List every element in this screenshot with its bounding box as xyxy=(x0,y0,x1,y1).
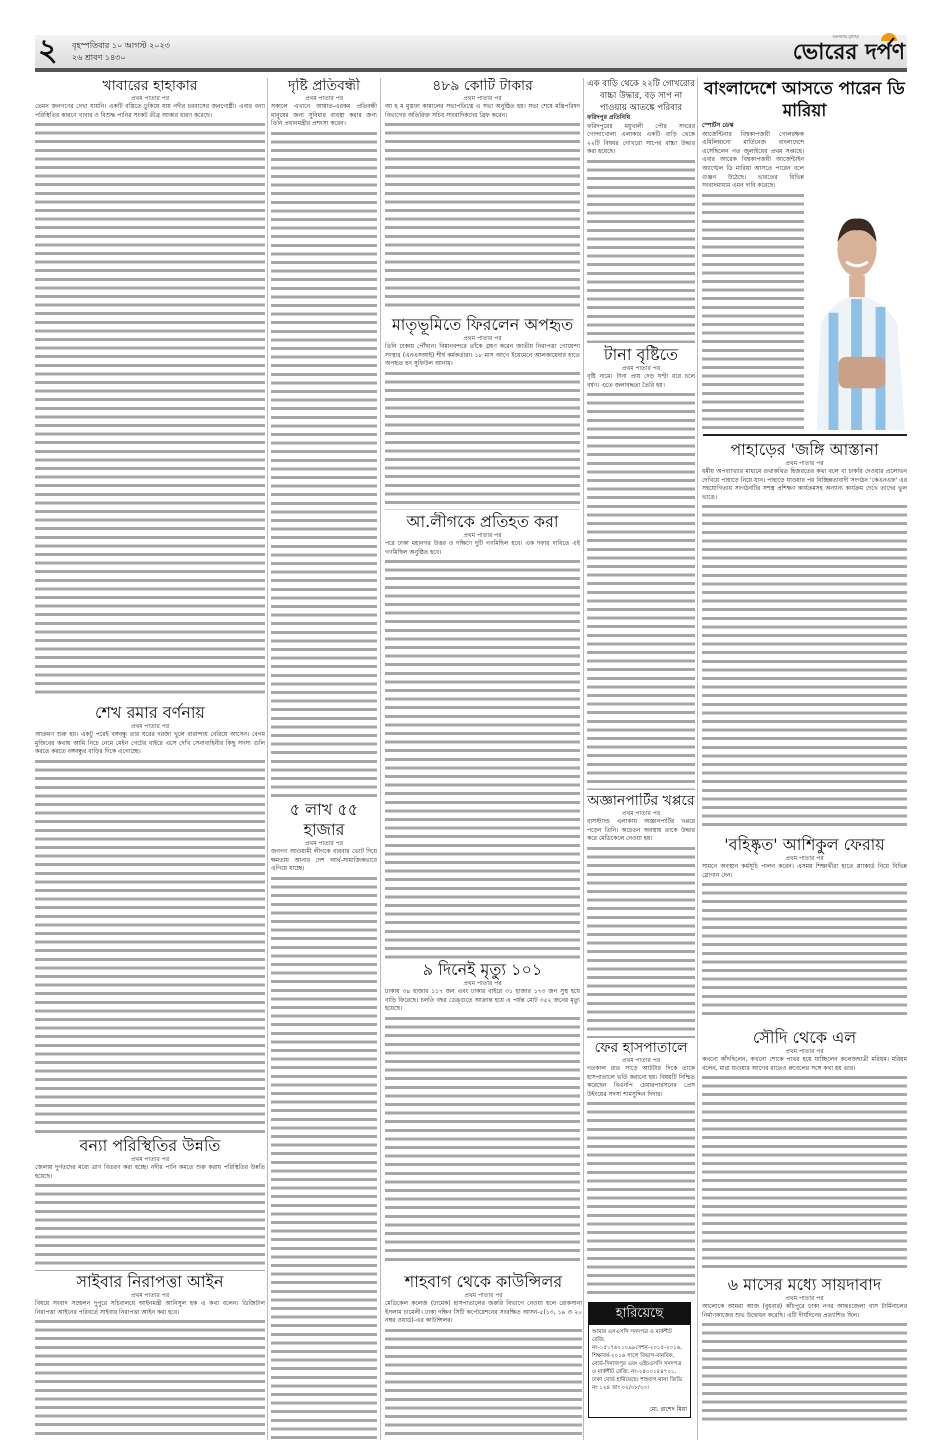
article-body: ধর্মীয় অপব্যাখ্যার মাধ্যমে তথাকথিত হিজরতের কথা বলে বা চাকরি দেওয়ার প্রলোভন দেখিয়ে পাহাড়ে নিয়ে যান। পাহাড়ে যাওয়ার পর বিচ্ছিন্নতাবাদী সংগঠন 'কেএনএফ' এর সহযোগিতায় সংগঠনটির সশস্ত্র প্রশিক্ষণ কার্যক্রমসহ অন্যান্য কার্যক্রম দেখে তাদের ভুল ভাঙে। xyxy=(702,468,907,501)
article-text-lines xyxy=(385,1015,580,1265)
continued-label: প্রথম পাতার পর xyxy=(785,1048,824,1055)
continued-label: প্রথম পাতার পর xyxy=(304,840,344,847)
column-divider xyxy=(697,78,698,1440)
article-koti[interactable] xyxy=(385,78,580,310)
continued-label: প্রথম পাতার পর xyxy=(785,1295,824,1302)
article-text-lines xyxy=(35,758,265,1133)
article-ajnan[interactable] xyxy=(587,793,695,1038)
headline: ৫ লাখ ৫৫ হাজার xyxy=(289,800,359,839)
article-text-lines xyxy=(702,1074,907,1273)
article-snake[interactable] xyxy=(587,78,695,343)
article-text-lines xyxy=(587,158,695,343)
date-line: বৃহস্পতিবার ১০ আগস্ট ২০২৩ xyxy=(72,41,170,50)
column-divider xyxy=(583,78,584,1440)
article-text-lines xyxy=(271,130,377,798)
column-divider xyxy=(380,78,381,1440)
continued-label: প্রথম পাতার পর xyxy=(463,532,502,539)
article-text-lines xyxy=(587,1100,695,1295)
article-text-lines xyxy=(385,121,580,310)
article-cyber[interactable] xyxy=(35,1272,265,1440)
headline: এক বাড়ি থেকে ২২টি গোখরোর বাচ্চা উদ্ধার, বড় সাপ না পাওয়ায় আতঙ্কে পরিবার xyxy=(587,79,695,113)
headline: ফের হাসপাতালে xyxy=(594,1040,688,1056)
continued-label: প্রথম পাতার পর xyxy=(463,980,502,987)
article-saudi[interactable] xyxy=(702,1028,907,1273)
article-text-lines xyxy=(385,558,580,962)
headline: ৪৮৯ কোটি টাকার xyxy=(432,78,533,94)
headline: 'বহিষ্কৃত' আশিকুল ফেরায় xyxy=(724,835,885,854)
article-drishti[interactable] xyxy=(271,78,377,798)
article-text-lines xyxy=(702,881,907,1015)
player-photo xyxy=(807,131,907,430)
article-text-lines xyxy=(385,370,580,510)
continued-label: প্রথম পাতার পর xyxy=(304,95,344,102)
article-dimaria[interactable] xyxy=(702,78,907,430)
article-lakh[interactable] xyxy=(271,800,377,1440)
article-text-lines xyxy=(587,391,695,790)
byline: স্পোর্টস ডেস্ক xyxy=(702,122,734,129)
article-body: আর্জেন্টিনার বিশ্বকাপজয়ী গোলরক্ষক এমিলিয়ানো মার্তিনেজ বাংলাদেশে এসেছিলেন গত জুলাইয়ের প্রথম সপ্তাহে। এবার আরেক বিশ্বকাপজয়ী আর্জেন্টাইন অ্যাঙ্খেল ডি মারিয়া আসতে পারেন বলে গুঞ্জন উঠেছে। ভারতের বিভিন্ন সংবাদমাধ্যম এমন দাবি করেছে। xyxy=(702,130,804,190)
article-shahbag[interactable] xyxy=(385,1272,582,1440)
headline: শাহবাগ থেকে কাউন্সিলর xyxy=(404,1272,563,1291)
headline: ৬ মাসের মধ্যে সায়দাবাদ xyxy=(727,1275,882,1294)
article-body: বিষয়ে সংবাদ সম্মেলন দুপুরে সচিবালয়ে আইনমন্ত্রী আনিসুল হক এ কথা বলেন। ডিজিটাল নিরাপত্তা আইনের পরিবর্তে সাইবার নিরাপত্তা আইন করা হবে। xyxy=(35,1300,265,1316)
article-text-lines xyxy=(587,845,695,1038)
continued-label: প্রথম পাতার পর xyxy=(130,1292,170,1299)
article-body: বৃষ্টি নামে। টানা প্রায় দেড় ঘণ্টা ধরে চলে বর্ষণ। এতে জলাবদ্ধতা তৈরি হয়। xyxy=(587,373,695,389)
lost-notice-body: আমার এসএসসি সনদপত্র ও মার্কশীট রেজি. নং-১৫১৭৬২১০৯৯সেশন-২০১৫-২০১৬, শিক্ষাবর্ষ-২০১৬ সালে বিভাগ-মানবিক, বোর্ড-দিনাজপুর এবং এইচএসসি সনদপত্র ও মার্কশীট রেজি. নং-২৪০০১৫৪৭০১, ঢাকা বোর্ড হারিয়েছে। শাহবাগ থানা জিডি নং ১২৪ তাং ০২/০৮/২৩। xyxy=(592,1329,683,1391)
article-text-lines xyxy=(35,1182,265,1271)
headline: বন্যা পরিস্থিতির উন্নতি xyxy=(79,1136,221,1155)
article-body: কখনো কাঁদছিলেন, কখনো শোকে পাথর হয়ে যাচ্ছিলেন কলেজছাত্রী মরিয়ম। মরিয়ম বলেন, মারা যাওয়ার আগের রাতেও রুবেলের সঙ্গে কথা হয় তার। xyxy=(702,1056,907,1072)
article-body: সামনে অবস্থান কর্মসূচি পালন করেন। এসময় শিক্ষার্থীরা হাতে প্ল্যাকার্ড নিয়ে বিভিন্ন স্লোগান দেন। xyxy=(702,863,907,879)
article-phera[interactable] xyxy=(587,1040,695,1295)
continued-label: প্রথম পাতার পর xyxy=(130,723,170,730)
article-bonna[interactable] xyxy=(35,1136,265,1271)
page-number: ২ xyxy=(38,33,58,68)
article-alig[interactable] xyxy=(385,512,580,962)
headline: টানা বৃষ্টিতে xyxy=(603,345,679,364)
article-body: বাসস্ট্যান্ড এলাকায় অজ্ঞানপার্টির খপ্পরে পড়েন তিনি। অচেতন অবস্থায় তাকে উদ্ধার করে মেডিকেলে নেওয়া হয়। xyxy=(587,818,695,843)
article-khabar[interactable] xyxy=(35,78,265,698)
article-body: জনগণ আওয়ামী লীগকে বারবার ভোট দিয়ে ক্ষমতায় আনার দেশ আর্থ-সামাজিকভাবে এগিয়ে যাচ্ছে। xyxy=(271,848,377,873)
headline: সৌদি থেকে এল xyxy=(752,1028,857,1047)
continued-label: প্রথম পাতার পর xyxy=(463,95,502,102)
headline: মাতৃভূমিতে ফিরলেন অপহৃত xyxy=(391,315,574,334)
article-body: আ হ ম মুস্তফা কামালের সভাপতিত্বে এ সভা অনুষ্ঠিত হয়। সভা শেষে মন্ত্রিপরিষদ বিভাগের অতিরিক্ত সচিব সাংবাদিকদের ব্রিফ করেন। xyxy=(385,103,580,119)
article-text-lines xyxy=(702,192,804,430)
article-pahar[interactable] xyxy=(702,440,907,832)
article-text-lines xyxy=(702,1321,907,1425)
date-block xyxy=(72,40,170,64)
article-ashikul[interactable] xyxy=(702,835,907,1015)
headline: অজ্ঞানপার্টির খপ্পরে xyxy=(587,793,695,809)
bangla-date-line: ২৬ শ্রাবণ ১৪৩০ xyxy=(72,53,126,62)
section-rule xyxy=(703,434,907,436)
article-body: গতকাল রাত সাড়ে আটটার দিকে তাকে হাসপাতালে ভর্তি করানো হয়। বিষয়টি নিশ্চিত করেছেন বিএনপি চেয়ারপারসনের প্রেস উইংয়ের সদস্য শামসুদ্দিন দিদার। xyxy=(587,1065,695,1098)
article-body: তেমন জনগণের দেখা যায়নি। একটি বস্তিতে ঢুকিয়ে যায় নদীর চরবাসের জনগোষ্ঠী। এবার বন্যা পরিস্থিতির কারণে খাবার ও বিশুদ্ধ পানির সংকট তীব্র আকার ধারণ করেছে। xyxy=(35,103,265,119)
article-nine[interactable] xyxy=(385,960,580,1265)
continued-label: প্রথম পাতার পর xyxy=(621,365,661,372)
article-body: আক্রমণ শুরু হয়। একটু পরেই বঙ্গবন্ধু তার ঘরের দরজা খুলে বারান্দায় বেরিয়ে আসেন। বেগম মুজিবের কথায় আমি নিচে নেমে মেইন গেটের বাইরে এসে দেখি সেনাবাহিনীর কিছু সদস্য গুলি করতে করতে বঙ্গবন্ধুর বাড়ির দিকে এগোচ্ছে। xyxy=(35,731,265,756)
article-rama[interactable] xyxy=(35,703,265,1133)
article-text-lines xyxy=(35,121,265,698)
article-body: মেডিকেল কলেজ (ঢামেক) হাসপাতালের জরুরি বিভাগে নেওয়া হলে রোকসানা ইসলাম চামেলী। ঢাকা দক্ষিণ সিটি কর্পোরেশনের সংরক্ষিত আসন-৫(১৩, ১৯ ও ২০ নম্বর ওয়ার্ড)-এর কাউন্সিলর। xyxy=(385,1300,582,1325)
continued-label: প্রথম পাতার পর xyxy=(464,1292,503,1299)
continued-label: প্রথম পাতার পর xyxy=(463,335,502,342)
headline: দৃষ্টি প্রতিবন্ধী xyxy=(287,78,361,94)
continued-label: প্রথম পাতার পর xyxy=(130,1156,170,1163)
headline: আ.লীগকে প্রতিহত করা xyxy=(406,512,559,531)
article-text-lines xyxy=(702,503,907,832)
column-divider xyxy=(267,78,268,1440)
headline: বাংলাদেশে আসতে পারেন ডি মারিয়া xyxy=(704,79,905,121)
continued-label: প্রথম পাতার পর xyxy=(621,810,661,817)
article-text-lines xyxy=(35,1318,265,1440)
headline: ৯ দিনেই মৃত্যু ১০১ xyxy=(422,960,543,979)
article-body: আলোকে আমরা আজ (বুধবার) কাঁচপুরে ঢাকা নগর আন্তঃজেলা বাস টার্মিনালের নির্মাণকাজের শুভ উদ্বোধন করেছি। এটি দীর্ঘদিনের প্রত্যাশিত ছিল। xyxy=(702,1303,907,1319)
headline: পাহাড়ের 'জঙ্গি আস্তানা xyxy=(730,440,879,459)
headline: সাইবার নিরাপত্তা আইন xyxy=(76,1272,224,1291)
lost-notice-signature: মো. রাশেদ মিয়া xyxy=(649,1406,687,1413)
continued-label: প্রথম পাতার পর xyxy=(785,460,824,467)
byline: ফরিদপুর প্রতিনিধি xyxy=(587,114,631,121)
continued-label: প্রথম পাতার পর xyxy=(785,855,824,862)
article-body: জেলায় দুর্গতদের মধ্যে ত্রাণ বিতরণ করা হচ্ছে। নদীর পানি কমতে শুরু করায় পরিস্থিতির উন্নতি হয়েছে। xyxy=(35,1164,265,1180)
article-matri[interactable] xyxy=(385,315,580,510)
article-body: তিনি ঢাকায় পৌঁছান। বিমানবন্দরে তাঁকে গ্রহণ করেন জাতীয় নিরাপত্তা গোয়েন্দা সংস্থার (এনএসআই) শীর্ষ কর্মকর্তারা। ১৮ মাস আগে ইয়েমেনে আলকায়েদার হাতে অপহৃত হন সুফিউল আনাম। xyxy=(385,343,580,368)
article-body: পরে ঢাকা মহানগর উত্তর ও দক্ষিণে দুটি গণমিছিল হবে। এক দফার দাবিতে এই গণমিছিল অনুষ্ঠিত হবে। xyxy=(385,540,580,556)
lost-notice-title: হারিয়েছে xyxy=(589,1303,690,1325)
headline: খাবারের হাহাকার xyxy=(102,78,198,94)
article-text-lines xyxy=(271,875,377,1440)
headline: শেখ রমার বর্ণনায় xyxy=(95,703,205,722)
continued-label: প্রথম পাতার পর xyxy=(621,1057,661,1064)
logo-tagline: জনগণের মুখপত্র xyxy=(832,34,859,39)
article-sayedabad[interactable] xyxy=(702,1275,907,1425)
masthead-rule xyxy=(35,68,907,72)
lost-notice xyxy=(588,1302,691,1418)
article-text-lines xyxy=(385,1327,582,1440)
article-body: ফরিদপুরের মধুখালী পৌর সদরের গোন্দাখোলা এলাকার একটি বাড়ি থেকে ২২টি বিষধর গোখরো সাপের বাচ্চা উদ্ধার করা হয়েছে। xyxy=(587,122,695,156)
article-body: সকালে এখানে আয়াত-এরকম প্রতিবন্ধী মানুষের জন্য সুবিধার ব্যবস্থা করার জন্য তিনি প্রধানমন্ত্রীর প্রশংসা করেন। xyxy=(271,103,377,128)
continued-label: প্রথম পাতার পর xyxy=(130,95,170,102)
newspaper-logo: ভোরের দর্পণ xyxy=(792,39,905,65)
article-body: ঢাকায় ৩৪ হাজার ১১৭ জন এবং ঢাকার বাইরে ৩১ হাজার ১৭৩ জন সুস্থ হয়ে বাড়ি ফিরেছে। চলতি বছর ডেঙ্গুতে আক্রান্ত হয়ে এ পর্যন্ত মোট ৩৫২ জনের মৃত্যু হয়েছে। xyxy=(385,988,580,1013)
article-tana[interactable] xyxy=(587,345,695,790)
